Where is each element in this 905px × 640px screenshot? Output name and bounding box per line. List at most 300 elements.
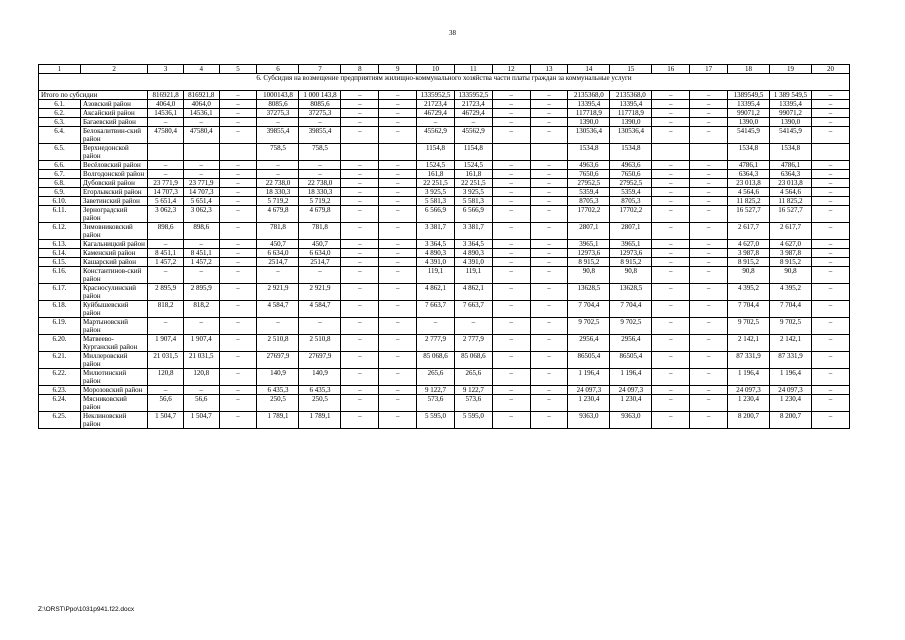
table-cell: 4 395,2	[770, 284, 812, 301]
table-cell: 4 391,0	[454, 258, 492, 267]
row-number: 6.21.	[39, 352, 81, 369]
row-number: 6.18.	[39, 301, 81, 318]
table-cell: –	[379, 223, 417, 240]
table-cell: –	[379, 188, 417, 197]
table-cell: –	[219, 109, 257, 118]
table-cell: –	[690, 301, 728, 318]
table-cell: –	[257, 267, 299, 284]
table-cell: 816921,8	[148, 91, 184, 100]
table-cell: 3 925,5	[417, 188, 455, 197]
table-cell: 818,2	[183, 301, 219, 318]
table-cell: –	[219, 249, 257, 258]
district-name: Константинов-ский район	[81, 267, 148, 284]
table-cell: –	[652, 249, 690, 258]
table-cell: –	[219, 301, 257, 318]
table-cell: –	[652, 127, 690, 144]
table-cell: –	[812, 118, 850, 127]
table-cell: 1390,0	[568, 118, 610, 127]
table-cell: –	[492, 223, 530, 240]
table-cell: 8085,6	[299, 100, 341, 109]
table-cell: 8 915,2	[610, 258, 652, 267]
row-number: 6.12.	[39, 223, 81, 240]
table-cell: 4 395,2	[728, 284, 770, 301]
table-cell: 2807,1	[610, 223, 652, 240]
table-cell: –	[812, 91, 850, 100]
table-cell: 2 510,8	[299, 335, 341, 352]
table-cell: 1534,8	[610, 144, 652, 161]
table-cell: 4 564,6	[728, 188, 770, 197]
table-cell: 4 862,1	[454, 284, 492, 301]
table-cell: –	[652, 223, 690, 240]
table-row	[39, 100, 850, 109]
table-cell: –	[690, 352, 728, 369]
table-cell: –	[812, 412, 850, 429]
table-cell: 8085,6	[257, 100, 299, 109]
table-cell: –	[812, 369, 850, 386]
table-cell: 1 389 549,5	[770, 91, 812, 100]
district-name: Мартыновский район	[81, 318, 148, 335]
table-cell: 2956,4	[610, 335, 652, 352]
table-cell: –	[257, 318, 299, 335]
table-cell: –	[379, 91, 417, 100]
table-cell: –	[492, 240, 530, 249]
table-cell: –	[530, 267, 568, 284]
table-cell: –	[219, 395, 257, 412]
table-cell: –	[454, 118, 492, 127]
table-cell: –	[530, 170, 568, 179]
column-number: 17	[690, 65, 728, 74]
table-cell: –	[530, 223, 568, 240]
table-cell: –	[492, 258, 530, 267]
table-cell: –	[148, 240, 184, 249]
table-cell: –	[341, 100, 379, 109]
table-row	[39, 206, 850, 223]
table-cell: 265,6	[417, 369, 455, 386]
table-cell: –	[492, 118, 530, 127]
table-cell: 86505,4	[610, 352, 652, 369]
table-cell: 18 330,3	[299, 188, 341, 197]
table-cell: –	[652, 109, 690, 118]
table-cell: –	[379, 161, 417, 170]
district-name: Неклиновский район	[81, 412, 148, 429]
table-cell: 16 527,7	[770, 206, 812, 223]
table-cell: 6 566,9	[417, 206, 455, 223]
table-cell: –	[690, 395, 728, 412]
table-row	[39, 267, 850, 284]
district-name: Заветинский район	[81, 197, 148, 206]
table-cell: –	[417, 118, 455, 127]
table-cell: 7 704,4	[728, 301, 770, 318]
table-cell: 2 617,7	[770, 223, 812, 240]
table-cell: –	[492, 386, 530, 395]
table-cell: 14 707,3	[183, 188, 219, 197]
table-cell: 27697,9	[299, 352, 341, 369]
table-cell: –	[812, 284, 850, 301]
table-cell: 758,5	[299, 144, 341, 161]
table-cell: 90,8	[770, 267, 812, 284]
table-row	[39, 144, 850, 161]
table-row	[39, 284, 850, 301]
table-cell: 7650,6	[610, 170, 652, 179]
table-cell: –	[341, 118, 379, 127]
table-cell: –	[492, 197, 530, 206]
table-cell: –	[379, 284, 417, 301]
table-cell: 14 707,3	[148, 188, 184, 197]
table-cell: 7 663,7	[454, 301, 492, 318]
table-cell: 54145,9	[770, 127, 812, 144]
row-number: 6.2.	[39, 109, 81, 118]
table-cell: 9 702,5	[568, 318, 610, 335]
table-cell: –	[341, 170, 379, 179]
section-title: 6. Субсидия на возмещение предприятиям жилищно-коммунального хозяйства части платы граждан за коммунальные услуги	[39, 74, 850, 91]
row-number: 6.22.	[39, 369, 81, 386]
table-cell	[652, 144, 690, 161]
table-cell: –	[341, 258, 379, 267]
table-cell: 23 771,9	[183, 179, 219, 188]
table-cell: –	[341, 301, 379, 318]
row-number: 6.17.	[39, 284, 81, 301]
table-row	[39, 223, 850, 240]
table-cell: 1 504,7	[148, 412, 184, 429]
row-number: 6.20.	[39, 335, 81, 352]
table-cell: 781,8	[257, 223, 299, 240]
table-cell: 7 704,4	[610, 301, 652, 318]
table-cell: 117718,9	[568, 109, 610, 118]
table-cell: –	[341, 412, 379, 429]
table-cell: 2 142,1	[770, 335, 812, 352]
table-cell: –	[492, 206, 530, 223]
table-row	[39, 127, 850, 144]
table-row	[39, 412, 850, 429]
table-cell: 1 457,2	[183, 258, 219, 267]
table-cell: –	[652, 335, 690, 352]
row-number: 6.6.	[39, 161, 81, 170]
table-cell: –	[652, 258, 690, 267]
table-cell: 85 068,6	[417, 352, 455, 369]
table-cell: 4 627,0	[728, 240, 770, 249]
row-number: 6.10.	[39, 197, 81, 206]
table-cell: –	[341, 91, 379, 100]
table-cell: 130536,4	[568, 127, 610, 144]
table-cell: 12973,6	[568, 249, 610, 258]
table-cell: –	[379, 386, 417, 395]
table-cell: 9 702,5	[728, 318, 770, 335]
table-cell: –	[812, 335, 850, 352]
table-cell: –	[492, 267, 530, 284]
table-cell: 2 510,8	[257, 335, 299, 352]
table-cell: 8 200,7	[770, 412, 812, 429]
table-cell: –	[379, 100, 417, 109]
table-cell: 5 651,4	[148, 197, 184, 206]
district-name: Милютинский район	[81, 369, 148, 386]
table-cell: –	[341, 127, 379, 144]
table-cell: 90,8	[728, 267, 770, 284]
table-cell: 1335952,5	[417, 91, 455, 100]
table-cell: 3 381,7	[417, 223, 455, 240]
table-cell: –	[652, 240, 690, 249]
table-cell: 23 013,8	[770, 179, 812, 188]
table-cell: –	[652, 267, 690, 284]
table-cell	[219, 144, 257, 161]
table-cell: 21 031,5	[148, 352, 184, 369]
table-cell: 1154,8	[417, 144, 455, 161]
table-cell: 6 566,9	[454, 206, 492, 223]
table-row	[39, 352, 850, 369]
table-cell: –	[341, 197, 379, 206]
table-cell: –	[492, 369, 530, 386]
table-cell: 3965,1	[610, 240, 652, 249]
table-cell: 5 595,0	[417, 412, 455, 429]
table-cell: –	[652, 318, 690, 335]
table-cell	[379, 144, 417, 161]
column-number: 11	[454, 65, 492, 74]
table-cell: 27952,5	[610, 179, 652, 188]
table-cell: –	[379, 179, 417, 188]
table-cell: –	[652, 170, 690, 179]
table-cell: 1 907,4	[148, 335, 184, 352]
table-cell: –	[530, 197, 568, 206]
section-title-row	[39, 74, 850, 91]
table-cell: 898,6	[183, 223, 219, 240]
table-cell: –	[379, 206, 417, 223]
table-cell: 6 435,3	[299, 386, 341, 395]
table-row	[39, 240, 850, 249]
table-cell: 22 738,0	[299, 179, 341, 188]
table-cell: –	[341, 240, 379, 249]
table-cell: 24 097,3	[728, 386, 770, 395]
table-cell: –	[690, 284, 728, 301]
table-cell: –	[812, 161, 850, 170]
column-number: 15	[610, 65, 652, 74]
column-number: 2	[81, 65, 148, 74]
table-cell: –	[379, 301, 417, 318]
table-cell: –	[530, 100, 568, 109]
district-name: Морозовский район	[81, 386, 148, 395]
table-cell: –	[812, 170, 850, 179]
table-cell	[690, 144, 728, 161]
column-number: 12	[492, 65, 530, 74]
table-cell: 1390,0	[728, 118, 770, 127]
table-cell: 9 122,7	[417, 386, 455, 395]
table-cell: –	[341, 109, 379, 118]
table-cell: 22 251,5	[454, 179, 492, 188]
table-cell: 86505,4	[568, 352, 610, 369]
row-number: 6.25.	[39, 412, 81, 429]
table-cell: –	[492, 335, 530, 352]
table-row	[39, 258, 850, 267]
table-cell: –	[530, 258, 568, 267]
table-cell: –	[530, 352, 568, 369]
column-number: 16	[652, 65, 690, 74]
table-cell: 4 679,8	[299, 206, 341, 223]
table-cell: 39855,4	[257, 127, 299, 144]
district-name: Каменский район	[81, 249, 148, 258]
table-cell	[812, 144, 850, 161]
table-cell: –	[379, 118, 417, 127]
table-cell: 3 925,5	[454, 188, 492, 197]
table-cell: 14536,1	[148, 109, 184, 118]
table-cell: –	[530, 127, 568, 144]
table-cell: –	[454, 318, 492, 335]
column-number: 8	[341, 65, 379, 74]
table-cell: –	[379, 369, 417, 386]
table-cell: –	[690, 161, 728, 170]
table-cell: 2 921,9	[257, 284, 299, 301]
table-cell: 2807,1	[568, 223, 610, 240]
table-cell	[183, 144, 219, 161]
table-cell: –	[148, 267, 184, 284]
table-cell: 1534,8	[728, 144, 770, 161]
table-cell: 7 663,7	[417, 301, 455, 318]
table-cell: 758,5	[257, 144, 299, 161]
table-cell: –	[379, 258, 417, 267]
table-cell: –	[299, 161, 341, 170]
table-cell: 9363,0	[610, 412, 652, 429]
district-name: Матвеево-Курганский район	[81, 335, 148, 352]
table-cell: –	[652, 386, 690, 395]
table-cell: 6 634,0	[257, 249, 299, 258]
table-cell: 1 230,4	[610, 395, 652, 412]
table-cell: 4786,1	[728, 161, 770, 170]
table-cell: –	[812, 301, 850, 318]
table-cell	[148, 144, 184, 161]
table-cell: 4963,6	[610, 161, 652, 170]
table-cell: –	[530, 412, 568, 429]
table-cell: –	[183, 386, 219, 395]
table-cell: –	[219, 197, 257, 206]
table-cell: 1534,8	[568, 144, 610, 161]
table-cell: 265,6	[454, 369, 492, 386]
table-row	[39, 161, 850, 170]
table-cell: 2514,7	[257, 258, 299, 267]
district-name: Дубовский район	[81, 179, 148, 188]
table-cell: –	[341, 179, 379, 188]
table-cell: –	[148, 318, 184, 335]
table-cell: 85 068,6	[454, 352, 492, 369]
table-cell: –	[652, 352, 690, 369]
table-cell: 24 097,3	[770, 386, 812, 395]
table-row	[39, 335, 850, 352]
table-cell: 16 527,7	[728, 206, 770, 223]
column-number: 19	[770, 65, 812, 74]
table-cell: 4963,6	[568, 161, 610, 170]
table-row	[39, 197, 850, 206]
table-cell: –	[183, 118, 219, 127]
table-cell: 140,9	[299, 369, 341, 386]
table-cell: –	[219, 267, 257, 284]
table-cell: 120,8	[183, 369, 219, 386]
table-cell: –	[492, 188, 530, 197]
table-cell: –	[183, 267, 219, 284]
table-cell: –	[183, 240, 219, 249]
table-cell: 87 331,9	[728, 352, 770, 369]
table-cell: –	[690, 109, 728, 118]
table-cell: –	[530, 91, 568, 100]
table-cell: 8 915,2	[568, 258, 610, 267]
table-row	[39, 395, 850, 412]
table-cell: 4 584,7	[299, 301, 341, 318]
table-cell: –	[690, 188, 728, 197]
table-cell: 2 617,7	[728, 223, 770, 240]
district-name: Мясниковский район	[81, 395, 148, 412]
table-cell: –	[690, 335, 728, 352]
table-cell: 7 704,4	[568, 301, 610, 318]
table-cell: –	[492, 301, 530, 318]
table-cell: 24 097,3	[610, 386, 652, 395]
district-name: Азовский район	[81, 100, 148, 109]
table-cell: –	[379, 249, 417, 258]
table-row	[39, 188, 850, 197]
table-cell: –	[812, 352, 850, 369]
row-number: 6.4.	[39, 127, 81, 144]
table-cell: 4 862,1	[417, 284, 455, 301]
table-cell: 90,8	[610, 267, 652, 284]
table-cell: –	[492, 100, 530, 109]
table-cell: 12973,6	[610, 249, 652, 258]
table-cell: –	[219, 240, 257, 249]
table-cell: –	[183, 170, 219, 179]
table-cell: 5 581,3	[417, 197, 455, 206]
table-cell	[341, 144, 379, 161]
column-number: 14	[568, 65, 610, 74]
table-cell: –	[530, 118, 568, 127]
table-cell: 818,2	[148, 301, 184, 318]
table-cell: 56,6	[183, 395, 219, 412]
table-cell: 2 921,9	[299, 284, 341, 301]
table-cell: 250,5	[257, 395, 299, 412]
table-cell: 22 251,5	[417, 179, 455, 188]
table-cell: 11 825,2	[770, 197, 812, 206]
table-cell: 1390,0	[770, 118, 812, 127]
row-number: 6.23.	[39, 386, 81, 395]
table-cell: –	[530, 109, 568, 118]
table-cell: –	[690, 318, 728, 335]
table-cell: –	[652, 179, 690, 188]
table-cell: 898,6	[148, 223, 184, 240]
table-cell: –	[341, 284, 379, 301]
table-cell: 3 364,5	[454, 240, 492, 249]
row-number: 6.24.	[39, 395, 81, 412]
table-cell: 8705,3	[568, 197, 610, 206]
table-cell: 9363,0	[568, 412, 610, 429]
table-cell: 2 142,1	[728, 335, 770, 352]
table-cell: –	[219, 223, 257, 240]
table-cell: –	[219, 386, 257, 395]
table-cell: 4 564,6	[770, 188, 812, 197]
table-row	[39, 369, 850, 386]
table-cell: 99071,2	[770, 109, 812, 118]
table-cell: –	[812, 206, 850, 223]
table-cell: 1 000 143,8	[299, 91, 341, 100]
table-cell: 2 895,9	[183, 284, 219, 301]
table-cell: –	[379, 267, 417, 284]
table-cell: 1 230,4	[770, 395, 812, 412]
page-number: 38	[449, 29, 456, 37]
table-cell: 140,9	[257, 369, 299, 386]
table-cell: –	[219, 352, 257, 369]
row-number: 6.16.	[39, 267, 81, 284]
table-cell: 45562,9	[454, 127, 492, 144]
table-cell: 1154,8	[454, 144, 492, 161]
table-cell: 816921,8	[183, 91, 219, 100]
subsidy-table	[38, 64, 850, 429]
table-cell: –	[219, 188, 257, 197]
table-cell: 573,6	[417, 395, 455, 412]
table-cell: –	[341, 335, 379, 352]
table-cell: –	[492, 161, 530, 170]
table-cell: –	[652, 369, 690, 386]
table-cell: –	[219, 91, 257, 100]
